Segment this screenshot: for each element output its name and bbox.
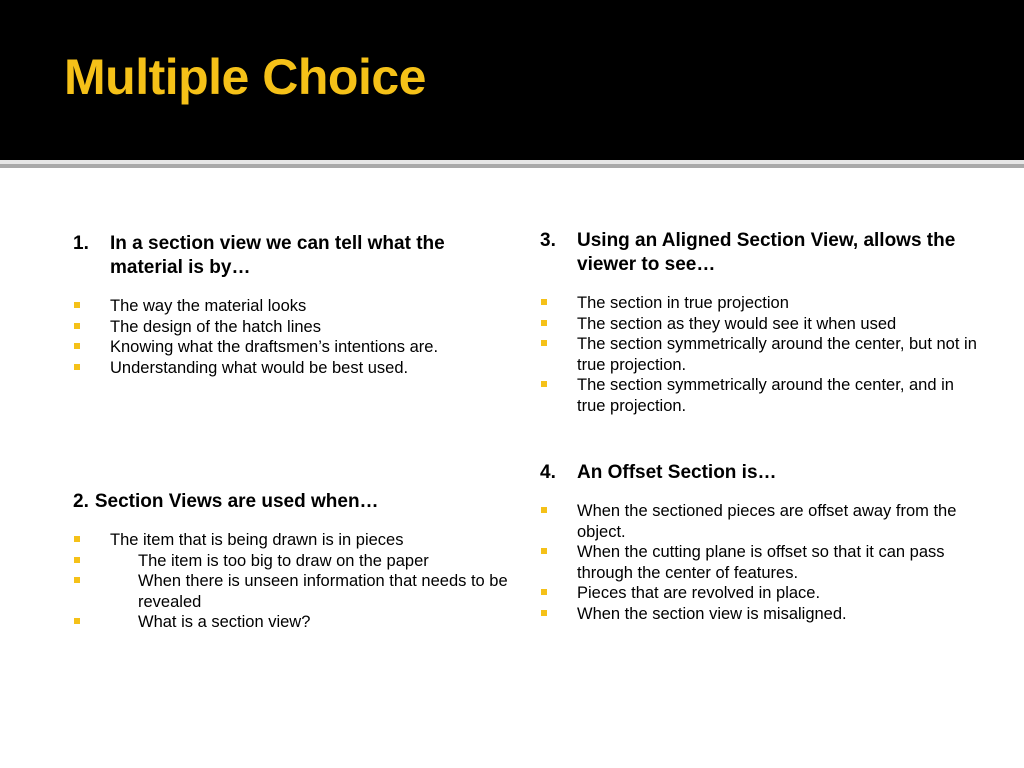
question-3-text: Using an Aligned Section View, allows the viewer to see… <box>577 230 956 275</box>
question-3-option-a <box>540 293 980 314</box>
question-1-text: In a section view we can tell what the material is by… <box>110 233 445 278</box>
question-4-option-c <box>540 583 980 604</box>
question-4-option-d <box>540 604 980 625</box>
option-text: When there is unseen information that needs to be revealed <box>138 572 508 611</box>
title-bar <box>0 0 1024 160</box>
square-bullet-icon <box>541 610 547 616</box>
question-3-option-d <box>540 375 980 416</box>
question-1-prompt <box>73 232 513 280</box>
question-3 <box>540 229 980 416</box>
question-1-option-c <box>73 337 513 358</box>
question-2-number: 2. <box>73 491 89 512</box>
square-bullet-icon <box>74 364 80 370</box>
question-2-prompt <box>73 490 513 514</box>
question-3-options <box>540 293 980 416</box>
option-text: When the cutting plane is offset so that it can pass through the center of features. <box>577 543 945 582</box>
square-bullet-icon <box>541 507 547 513</box>
question-2-option-a <box>73 530 513 551</box>
square-bullet-icon <box>541 548 547 554</box>
square-bullet-icon <box>541 299 547 305</box>
option-text: Knowing what the draftsmen’s intentions are. <box>110 338 439 356</box>
square-bullet-icon <box>74 302 80 308</box>
option-text: When the sectioned pieces are offset away from the object. <box>577 502 957 541</box>
square-bullet-icon <box>74 557 80 563</box>
question-3-option-b <box>540 314 980 335</box>
question-2-text: Section Views are used when… <box>94 491 379 512</box>
slide-title: Multiple Choice <box>64 49 426 105</box>
question-2 <box>73 490 513 633</box>
square-bullet-icon <box>541 589 547 595</box>
question-1-option-a <box>73 296 513 317</box>
question-4 <box>540 461 980 624</box>
question-2-option-c <box>73 571 513 612</box>
question-1-options <box>73 296 513 378</box>
square-bullet-icon <box>74 577 80 583</box>
square-bullet-icon <box>74 323 80 329</box>
square-bullet-icon <box>541 340 547 346</box>
question-3-number: 3. <box>540 230 556 251</box>
question-4-number: 4. <box>540 462 556 483</box>
option-text: What is a section view? <box>138 613 311 631</box>
title-divider-dark <box>0 164 1024 168</box>
square-bullet-icon <box>541 320 547 326</box>
question-2-option-b <box>73 551 513 572</box>
option-text: The way the material looks <box>110 297 307 315</box>
option-text: The design of the hatch lines <box>110 317 321 336</box>
question-4-text: An Offset Section is… <box>577 462 777 483</box>
question-3-option-c <box>540 334 980 375</box>
question-2-option-d <box>73 612 513 633</box>
question-3-prompt <box>540 229 980 277</box>
question-1-option-b <box>73 317 513 338</box>
option-text: The section symmetrically around the center, but not in true projection. <box>577 335 977 374</box>
question-1 <box>73 232 513 378</box>
question-4-option-a <box>540 501 980 542</box>
question-4-option-b <box>540 542 980 583</box>
option-text: The section as they would see it when used <box>577 314 897 333</box>
option-text: The item is too big to draw on the paper <box>138 551 429 570</box>
question-1-option-d <box>73 358 513 379</box>
option-text: Understanding what would be best used. <box>110 358 409 377</box>
option-text: When the section view is misaligned. <box>577 604 847 623</box>
square-bullet-icon <box>541 381 547 387</box>
question-4-options <box>540 501 980 624</box>
square-bullet-icon <box>74 618 80 624</box>
question-2-options <box>73 530 513 633</box>
option-text: Pieces that are revolved in place. <box>577 584 821 602</box>
square-bullet-icon <box>74 536 80 542</box>
option-text: The section symmetrically around the center, and in true projection. <box>577 376 954 415</box>
question-1-number: 1. <box>73 233 89 254</box>
square-bullet-icon <box>74 343 80 349</box>
question-4-prompt <box>540 461 980 485</box>
option-text: The item that is being drawn is in pieces <box>110 531 404 549</box>
option-text: The section in true projection <box>577 294 789 312</box>
